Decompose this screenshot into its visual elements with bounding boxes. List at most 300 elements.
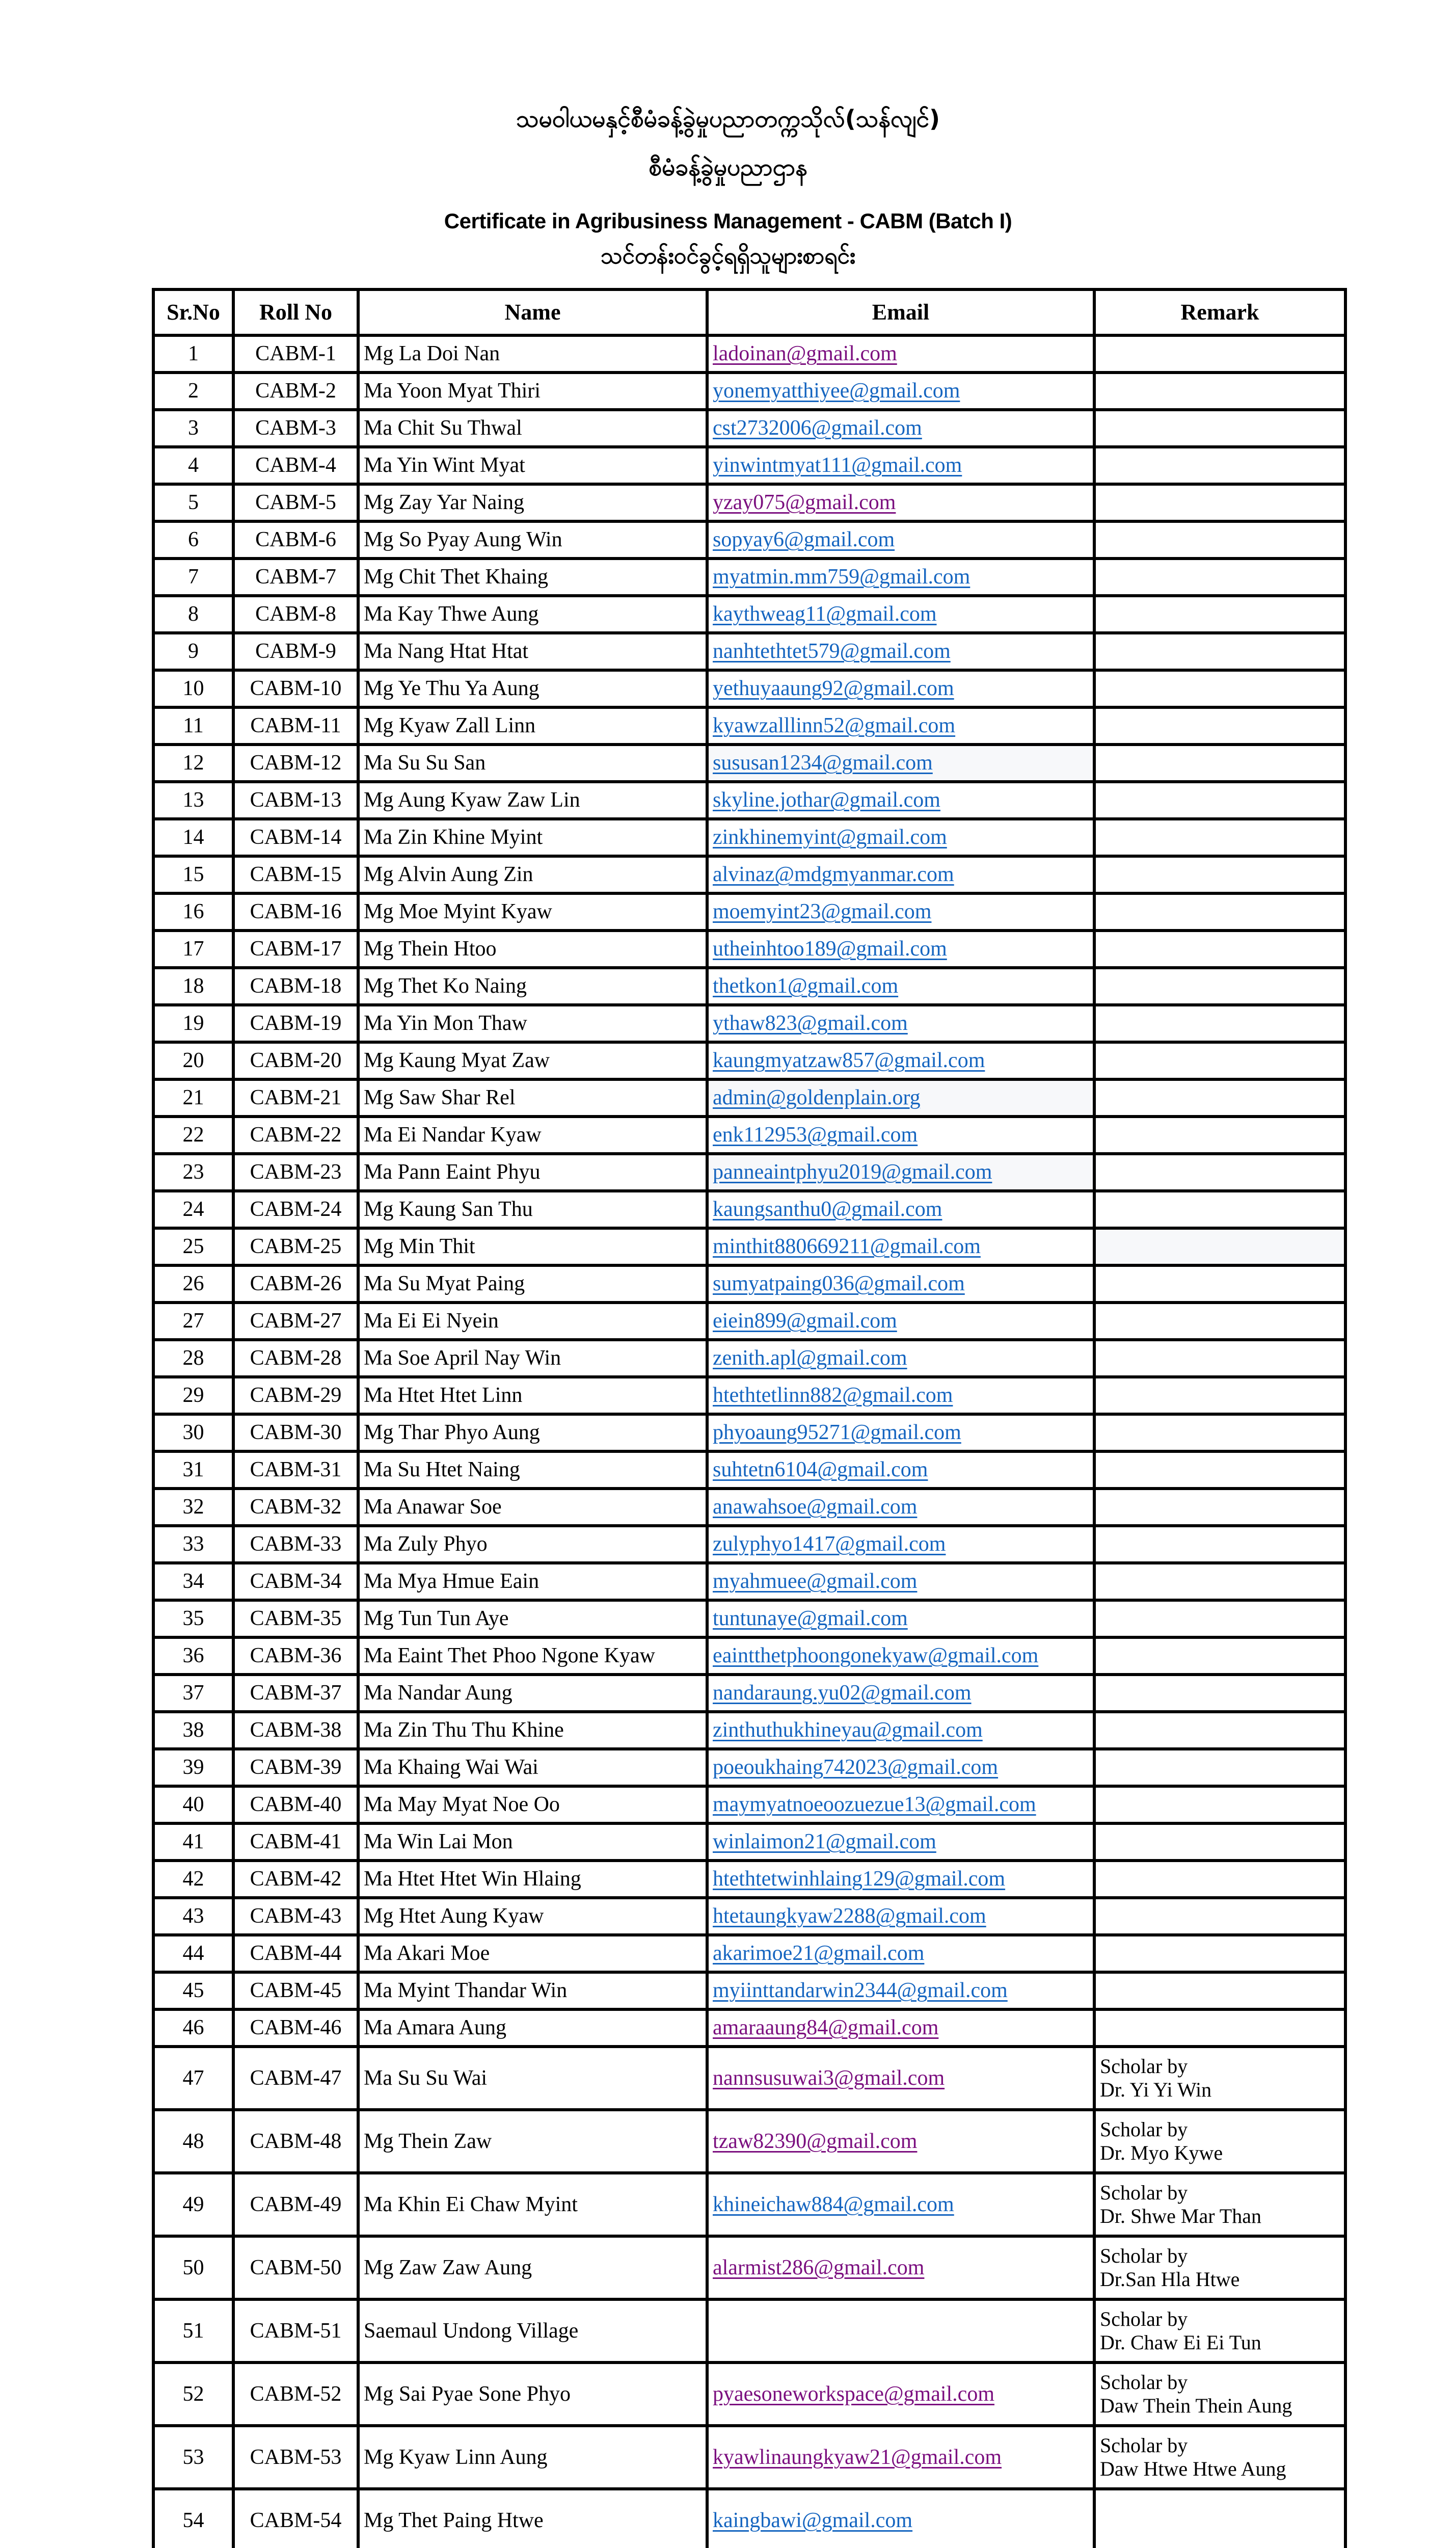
- sr-no-cell: 30: [153, 1414, 233, 1451]
- email-cell: [707, 1861, 1094, 1898]
- remark-cell: [1094, 819, 1345, 856]
- name-cell: Ma Zin Khine Myint: [358, 819, 707, 856]
- email-cell: [707, 2009, 1094, 2047]
- email-cell: [707, 2363, 1094, 2426]
- email-cell: [707, 1228, 1094, 1265]
- sr-no-cell: 2: [153, 373, 233, 410]
- email-link[interactable]: yonemyatthiyee@gmail.com: [713, 379, 960, 403]
- email-cell: [707, 1154, 1094, 1191]
- name-cell: Mg Moe Myint Kyaw: [358, 893, 707, 931]
- name-cell: Ma Htet Htet Win Hlaing: [358, 1861, 707, 1898]
- email-link[interactable]: yzay075@gmail.com: [713, 491, 896, 515]
- remark-cell: [1094, 1786, 1345, 1823]
- sr-no-cell: 46: [153, 2009, 233, 2047]
- sr-no-cell: 1: [153, 335, 233, 373]
- remark-cell: [1094, 1340, 1345, 1377]
- table-row: [153, 2236, 1345, 2299]
- roll-no-cell: CABM-25: [233, 1228, 358, 1265]
- sr-no-cell: 35: [153, 1600, 233, 1637]
- sr-no-cell: 54: [153, 2489, 233, 2548]
- email-link[interactable]: nandaraung.yu02@gmail.com: [713, 1681, 972, 1705]
- email-link[interactable]: sopyay6@gmail.com: [713, 528, 895, 552]
- roll-no-cell: CABM-39: [233, 1749, 358, 1786]
- column-header-remark: Remark: [1094, 289, 1345, 335]
- name-cell: Ma Yoon Myat Thiri: [358, 373, 707, 410]
- name-cell: Ma Pann Eaint Phyu: [358, 1154, 707, 1191]
- remark-cell: [1094, 1377, 1345, 1414]
- sr-no-cell: 53: [153, 2426, 233, 2489]
- remark-cell: [1094, 559, 1345, 596]
- roll-no-cell: CABM-21: [233, 1079, 358, 1117]
- email-cell: [707, 931, 1094, 968]
- name-cell: Ma Htet Htet Linn: [358, 1377, 707, 1414]
- email-link[interactable]: zinkhinemyint@gmail.com: [713, 826, 947, 850]
- name-cell: Ma Nandar Aung: [358, 1675, 707, 1712]
- email-cell: [707, 2489, 1094, 2548]
- email-cell: [707, 1600, 1094, 1637]
- email-link[interactable]: tuntunaye@gmail.com: [713, 1607, 908, 1631]
- sr-no-cell: 51: [153, 2299, 233, 2363]
- remark-cell: [1094, 1861, 1345, 1898]
- sr-no-cell: 48: [153, 2110, 233, 2173]
- email-link[interactable]: yinwintmyat111@gmail.com: [713, 454, 962, 477]
- table-row: [153, 1712, 1345, 1749]
- email-link[interactable]: alvinaz@mdgmyanmar.com: [713, 863, 954, 887]
- name-cell: Mg Aung Kyaw Zaw Lin: [358, 782, 707, 819]
- email-link[interactable]: thetkon1@gmail.com: [713, 974, 899, 998]
- roll-no-cell: CABM-7: [233, 559, 358, 596]
- remark-cell: [1094, 447, 1345, 484]
- email-link[interactable]: poeoukhaing742023@gmail.com: [713, 1756, 999, 1780]
- email-cell: [707, 1489, 1094, 1526]
- table-row: [153, 1377, 1345, 1414]
- name-cell: Mg Thar Phyo Aung: [358, 1414, 707, 1451]
- remark-cell: [1094, 1526, 1345, 1563]
- table-row: [153, 1600, 1345, 1637]
- email-link[interactable]: sususan1234@gmail.com: [713, 751, 933, 775]
- email-link[interactable]: ladoinan@gmail.com: [713, 342, 897, 366]
- remark-cell: [1094, 1265, 1345, 1303]
- table-row: [153, 1972, 1345, 2009]
- email-cell: [707, 856, 1094, 893]
- email-cell: [707, 2426, 1094, 2489]
- email-link[interactable]: tzaw82390@gmail.com: [713, 2129, 918, 2153]
- name-cell: Mg Alvin Aung Zin: [358, 856, 707, 893]
- roll-no-cell: CABM-48: [233, 2110, 358, 2173]
- remark-cell: [1094, 1712, 1345, 1749]
- remark-cell: [1094, 1749, 1345, 1786]
- table-row: [153, 335, 1345, 373]
- remark-cell: [1094, 484, 1345, 521]
- sr-no-cell: 43: [153, 1898, 233, 1935]
- email-cell: [707, 1079, 1094, 1117]
- email-cell: [707, 335, 1094, 373]
- column-header-roll-no: Roll No: [233, 289, 358, 335]
- table-row: [153, 1451, 1345, 1489]
- email-cell: [707, 521, 1094, 559]
- email-link[interactable]: myatmin.mm759@gmail.com: [713, 565, 970, 589]
- sr-no-cell: 20: [153, 1042, 233, 1079]
- name-cell: Ma Soe April Nay Win: [358, 1340, 707, 1377]
- email-cell: [707, 2110, 1094, 2173]
- email-link[interactable]: phyoaung95271@gmail.com: [713, 1421, 961, 1445]
- name-cell: Ma Khaing Wai Wai: [358, 1749, 707, 1786]
- email-link[interactable]: ythaw823@gmail.com: [713, 1012, 908, 1036]
- remark-cell: [1094, 1898, 1345, 1935]
- email-cell: [707, 1451, 1094, 1489]
- email-cell: [707, 782, 1094, 819]
- roll-no-cell: CABM-28: [233, 1340, 358, 1377]
- name-cell: Mg Sai Pyae Sone Phyo: [358, 2363, 707, 2426]
- roll-no-cell: CABM-50: [233, 2236, 358, 2299]
- email-link[interactable]: myahmuee@gmail.com: [713, 1570, 918, 1594]
- name-cell: Mg Kaung San Thu: [358, 1191, 707, 1228]
- remark-cell: [1094, 1489, 1345, 1526]
- email-cell: [707, 1823, 1094, 1861]
- name-cell: Mg Zaw Zaw Aung: [358, 2236, 707, 2299]
- roll-no-cell: CABM-26: [233, 1265, 358, 1303]
- remark-cell: [1094, 1191, 1345, 1228]
- table-body: [153, 335, 1345, 2548]
- table-row: [153, 1675, 1345, 1712]
- remark-cell: [1094, 1675, 1345, 1712]
- roll-no-cell: CABM-46: [233, 2009, 358, 2047]
- sr-no-cell: 40: [153, 1786, 233, 1823]
- roll-no-cell: CABM-9: [233, 633, 358, 670]
- remark-cell: [1094, 893, 1345, 931]
- name-cell: Ma Nang Htat Htat: [358, 633, 707, 670]
- roll-no-cell: CABM-45: [233, 1972, 358, 2009]
- email-link[interactable]: yethuyaaung92@gmail.com: [713, 677, 954, 701]
- sr-no-cell: 8: [153, 596, 233, 633]
- sr-no-cell: 19: [153, 1005, 233, 1042]
- admission-roster-table: [152, 288, 1347, 2548]
- sr-no-cell: 17: [153, 931, 233, 968]
- email-link[interactable]: htethtetwinhlaing129@gmail.com: [713, 1867, 1006, 1891]
- table-row: [153, 931, 1345, 968]
- roll-no-cell: CABM-35: [233, 1600, 358, 1637]
- table-row: [153, 1898, 1345, 1935]
- remark-cell: [1094, 968, 1345, 1005]
- name-cell: Mg Ye Thu Ya Aung: [358, 670, 707, 707]
- email-cell: [707, 1303, 1094, 1340]
- email-cell: [707, 1786, 1094, 1823]
- email-link[interactable]: kaungmyatzaw857@gmail.com: [713, 1049, 985, 1073]
- email-link[interactable]: panneaintphyu2019@gmail.com: [713, 1160, 992, 1184]
- roll-no-cell: CABM-27: [233, 1303, 358, 1340]
- roll-no-cell: CABM-6: [233, 521, 358, 559]
- email-link[interactable]: khineichaw884@gmail.com: [713, 2192, 954, 2216]
- remark-cell: [1094, 2009, 1345, 2047]
- sr-no-cell: 22: [153, 1117, 233, 1154]
- table-row: [153, 1042, 1345, 1079]
- name-cell: Mg Min Thit: [358, 1228, 707, 1265]
- name-cell: Saemaul Undong Village: [358, 2299, 707, 2363]
- table-row: [153, 596, 1345, 633]
- email-link[interactable]: moemyint23@gmail.com: [713, 900, 932, 924]
- email-link[interactable]: enk112953@gmail.com: [713, 1123, 918, 1147]
- email-cell: [707, 2173, 1094, 2236]
- table-row: [153, 968, 1345, 1005]
- email-cell: [707, 893, 1094, 931]
- email-cell: [707, 1637, 1094, 1675]
- remark-cell: Scholar by Dr. Yi Yi Win: [1094, 2047, 1345, 2110]
- name-cell: Ma Ei Nandar Kyaw: [358, 1117, 707, 1154]
- email-link[interactable]: kaythweag11@gmail.com: [713, 602, 937, 626]
- email-cell: [707, 2047, 1094, 2110]
- sr-no-cell: 28: [153, 1340, 233, 1377]
- roll-no-cell: CABM-34: [233, 1563, 358, 1600]
- email-link[interactable]: zinthuthukhineyau@gmail.com: [713, 1718, 983, 1742]
- roll-no-cell: CABM-47: [233, 2047, 358, 2110]
- sr-no-cell: 42: [153, 1861, 233, 1898]
- remark-cell: [1094, 931, 1345, 968]
- table-row: [153, 1861, 1345, 1898]
- roll-no-cell: CABM-14: [233, 819, 358, 856]
- roll-no-cell: CABM-23: [233, 1154, 358, 1191]
- name-cell: Mg Kyaw Linn Aung: [358, 2426, 707, 2489]
- email-link[interactable]: nanhtethtet579@gmail.com: [713, 640, 951, 663]
- roll-no-cell: CABM-44: [233, 1935, 358, 1972]
- sr-no-cell: 45: [153, 1972, 233, 2009]
- roll-no-cell: CABM-8: [233, 596, 358, 633]
- sr-no-cell: 38: [153, 1712, 233, 1749]
- name-cell: Ma May Myat Noe Oo: [358, 1786, 707, 1823]
- email-link[interactable]: eiein899@gmail.com: [713, 1309, 897, 1333]
- email-link[interactable]: pyaesoneworkspace@gmail.com: [713, 2382, 994, 2406]
- table-row: [153, 633, 1345, 670]
- sr-no-cell: 12: [153, 745, 233, 782]
- email-link[interactable]: utheinhtoo189@gmail.com: [713, 937, 947, 961]
- remark-cell: [1094, 633, 1345, 670]
- table-row: [153, 856, 1345, 893]
- email-link[interactable]: cst2732006@gmail.com: [713, 416, 922, 440]
- email-link[interactable]: alarmist286@gmail.com: [713, 2255, 925, 2279]
- name-cell: Ma Anawar Soe: [358, 1489, 707, 1526]
- roll-no-cell: CABM-1: [233, 335, 358, 373]
- email-link[interactable]: akarimoe21@gmail.com: [713, 1942, 925, 1966]
- remark-cell: [1094, 1823, 1345, 1861]
- remark-cell: [1094, 410, 1345, 447]
- roll-no-cell: CABM-43: [233, 1898, 358, 1935]
- remark-cell: [1094, 782, 1345, 819]
- name-cell: Mg Tun Tun Aye: [358, 1600, 707, 1637]
- name-cell: Ma Zin Thu Thu Khine: [358, 1712, 707, 1749]
- roll-no-cell: CABM-5: [233, 484, 358, 521]
- table-row: [153, 1265, 1345, 1303]
- table-row: [153, 1749, 1345, 1786]
- remark-cell: [1094, 1005, 1345, 1042]
- column-header-name: Name: [358, 289, 707, 335]
- roll-no-cell: CABM-33: [233, 1526, 358, 1563]
- remark-cell: [1094, 1303, 1345, 1340]
- table-row: [153, 819, 1345, 856]
- sr-no-cell: 16: [153, 893, 233, 931]
- email-link[interactable]: suhtetn6104@gmail.com: [713, 1458, 928, 1482]
- email-link[interactable]: skyline.jothar@gmail.com: [713, 788, 940, 812]
- remark-cell: [1094, 335, 1345, 373]
- sr-no-cell: 25: [153, 1228, 233, 1265]
- table-row: [153, 2489, 1345, 2548]
- email-link[interactable]: kyawzalllinn52@gmail.com: [713, 714, 956, 738]
- table-row: [153, 2426, 1345, 2489]
- name-cell: Ma Ei Ei Nyein: [358, 1303, 707, 1340]
- table-row: [153, 2047, 1345, 2110]
- email-cell: [707, 1340, 1094, 1377]
- roll-no-cell: CABM-12: [233, 745, 358, 782]
- table-row: [153, 2299, 1345, 2363]
- email-link[interactable]: winlaimon21@gmail.com: [713, 1830, 936, 1854]
- roll-no-cell: CABM-29: [233, 1377, 358, 1414]
- email-link[interactable]: minthit880669211@gmail.com: [713, 1235, 981, 1259]
- sr-no-cell: 29: [153, 1377, 233, 1414]
- sr-no-cell: 31: [153, 1451, 233, 1489]
- sr-no-cell: 27: [153, 1303, 233, 1340]
- column-header-sr-no: Sr.No: [153, 289, 233, 335]
- email-cell: [707, 1898, 1094, 1935]
- email-link[interactable]: admin@goldenplain.org: [713, 1086, 921, 1110]
- email-cell: [707, 373, 1094, 410]
- email-cell: [707, 1712, 1094, 1749]
- email-cell: [707, 1526, 1094, 1563]
- table-row: [153, 2009, 1345, 2047]
- roll-no-cell: CABM-10: [233, 670, 358, 707]
- name-cell: Ma Win Lai Mon: [358, 1823, 707, 1861]
- remark-cell: [1094, 596, 1345, 633]
- remark-cell: [1094, 1451, 1345, 1489]
- roll-no-cell: CABM-17: [233, 931, 358, 968]
- email-link[interactable]: kyawlinaungkyaw21@gmail.com: [713, 2445, 1002, 2469]
- email-link[interactable]: anawahsoe@gmail.com: [713, 1495, 918, 1519]
- table-row: [153, 1786, 1345, 1823]
- email-link[interactable]: zulyphyo1417@gmail.com: [713, 1532, 946, 1556]
- name-cell: Ma Kay Thwe Aung: [358, 596, 707, 633]
- name-cell: Ma Su Su San: [358, 745, 707, 782]
- remark-cell: [1094, 1637, 1345, 1675]
- email-cell: [707, 1935, 1094, 1972]
- email-cell: [707, 447, 1094, 484]
- email-link[interactable]: maymyatnoeoozuezue13@gmail.com: [713, 1793, 1036, 1817]
- name-cell: Ma Su Myat Paing: [358, 1265, 707, 1303]
- table-row: [153, 1526, 1345, 1563]
- column-header-email: Email: [707, 289, 1094, 335]
- email-cell: [707, 559, 1094, 596]
- email-cell: [707, 1117, 1094, 1154]
- sr-no-cell: 41: [153, 1823, 233, 1861]
- name-cell: Ma Akari Moe: [358, 1935, 707, 1972]
- email-link[interactable]: myiinttandarwin2344@gmail.com: [713, 1979, 1008, 2003]
- remark-cell: [1094, 1117, 1345, 1154]
- name-cell: Ma Chit Su Thwal: [358, 410, 707, 447]
- email-cell: [707, 745, 1094, 782]
- email-cell: [707, 1972, 1094, 2009]
- table-row: [153, 410, 1345, 447]
- remark-cell: Scholar by Dr. Myo Kywe: [1094, 2110, 1345, 2173]
- name-cell: Ma Su Su Wai: [358, 2047, 707, 2110]
- name-cell: Ma Mya Hmue Eain: [358, 1563, 707, 1600]
- table-row: [153, 521, 1345, 559]
- sr-no-cell: 4: [153, 447, 233, 484]
- sr-no-cell: 18: [153, 968, 233, 1005]
- table-row: [153, 2110, 1345, 2173]
- email-link[interactable]: htetaungkyaw2288@gmail.com: [713, 1904, 986, 1928]
- table-row: [153, 1079, 1345, 1117]
- department-title: စီမံခန့်ခွဲမှုပညာဌာန: [649, 153, 807, 181]
- sr-no-cell: 6: [153, 521, 233, 559]
- table-row: [153, 1489, 1345, 1526]
- remark-cell: [1094, 856, 1345, 893]
- name-cell: Mg So Pyay Aung Win: [358, 521, 707, 559]
- table-row: [153, 745, 1345, 782]
- roll-no-cell: CABM-4: [233, 447, 358, 484]
- remark-cell: Scholar by Dr.San Hla Htwe: [1094, 2236, 1345, 2299]
- remark-cell: [1094, 1042, 1345, 1079]
- email-link[interactable]: eaintthetphoongonekyaw@gmail.com: [713, 1644, 1039, 1668]
- sr-no-cell: 52: [153, 2363, 233, 2426]
- roll-no-cell: CABM-37: [233, 1675, 358, 1712]
- remark-cell: [1094, 1935, 1345, 1972]
- table-header-row: [153, 289, 1345, 335]
- roll-no-cell: CABM-49: [233, 2173, 358, 2236]
- name-cell: Ma Amara Aung: [358, 2009, 707, 2047]
- remark-cell: [1094, 2489, 1345, 2548]
- sr-no-cell: 24: [153, 1191, 233, 1228]
- email-link[interactable]: kaingbawi@gmail.com: [713, 2508, 913, 2532]
- sr-no-cell: 11: [153, 707, 233, 745]
- email-link[interactable]: kaungsanthu0@gmail.com: [713, 1198, 942, 1222]
- table-row: [153, 373, 1345, 410]
- name-cell: Ma Khin Ei Chaw Myint: [358, 2173, 707, 2236]
- email-cell: [707, 1675, 1094, 1712]
- sr-no-cell: 15: [153, 856, 233, 893]
- roll-no-cell: CABM-53: [233, 2426, 358, 2489]
- roll-no-cell: CABM-52: [233, 2363, 358, 2426]
- table-row: [153, 2173, 1345, 2236]
- email-link[interactable]: nannsusuwai3@gmail.com: [713, 2066, 945, 2090]
- email-cell: [707, 968, 1094, 1005]
- roll-no-cell: CABM-2: [233, 373, 358, 410]
- name-cell: Ma Yin Mon Thaw: [358, 1005, 707, 1042]
- sr-no-cell: 37: [153, 1675, 233, 1712]
- table-row: [153, 559, 1345, 596]
- institution-title: သမဝါယမနှင့်စီမံခန့်ခွဲမှုပညာတက္ကသိုလ်(သန်လျင်): [516, 105, 940, 132]
- remark-cell: [1094, 1563, 1345, 1600]
- name-cell: Mg Kaung Myat Zaw: [358, 1042, 707, 1079]
- roll-no-cell: CABM-16: [233, 893, 358, 931]
- email-link[interactable]: htethtetlinn882@gmail.com: [713, 1384, 953, 1408]
- remark-cell: Scholar by Dr. Shwe Mar Than: [1094, 2173, 1345, 2236]
- remark-cell: [1094, 1414, 1345, 1451]
- roll-no-cell: CABM-19: [233, 1005, 358, 1042]
- email-link[interactable]: sumyatpaing036@gmail.com: [713, 1272, 965, 1296]
- table-row: [153, 1191, 1345, 1228]
- email-cell: [707, 1414, 1094, 1451]
- email-link[interactable]: zenith.apl@gmail.com: [713, 1346, 907, 1370]
- remark-cell: Scholar by Daw Thein Thein Aung: [1094, 2363, 1345, 2426]
- remark-cell: [1094, 1079, 1345, 1117]
- email-cell: [707, 1749, 1094, 1786]
- name-cell: Mg Thein Zaw: [358, 2110, 707, 2173]
- remark-cell: [1094, 745, 1345, 782]
- roll-no-cell: CABM-31: [233, 1451, 358, 1489]
- email-link[interactable]: amaraaung84@gmail.com: [713, 2016, 939, 2040]
- name-cell: Mg Chit Thet Khaing: [358, 559, 707, 596]
- table-row: [153, 1303, 1345, 1340]
- roll-no-cell: CABM-11: [233, 707, 358, 745]
- sr-no-cell: 34: [153, 1563, 233, 1600]
- table-row: [153, 1563, 1345, 1600]
- roll-no-cell: CABM-22: [233, 1117, 358, 1154]
